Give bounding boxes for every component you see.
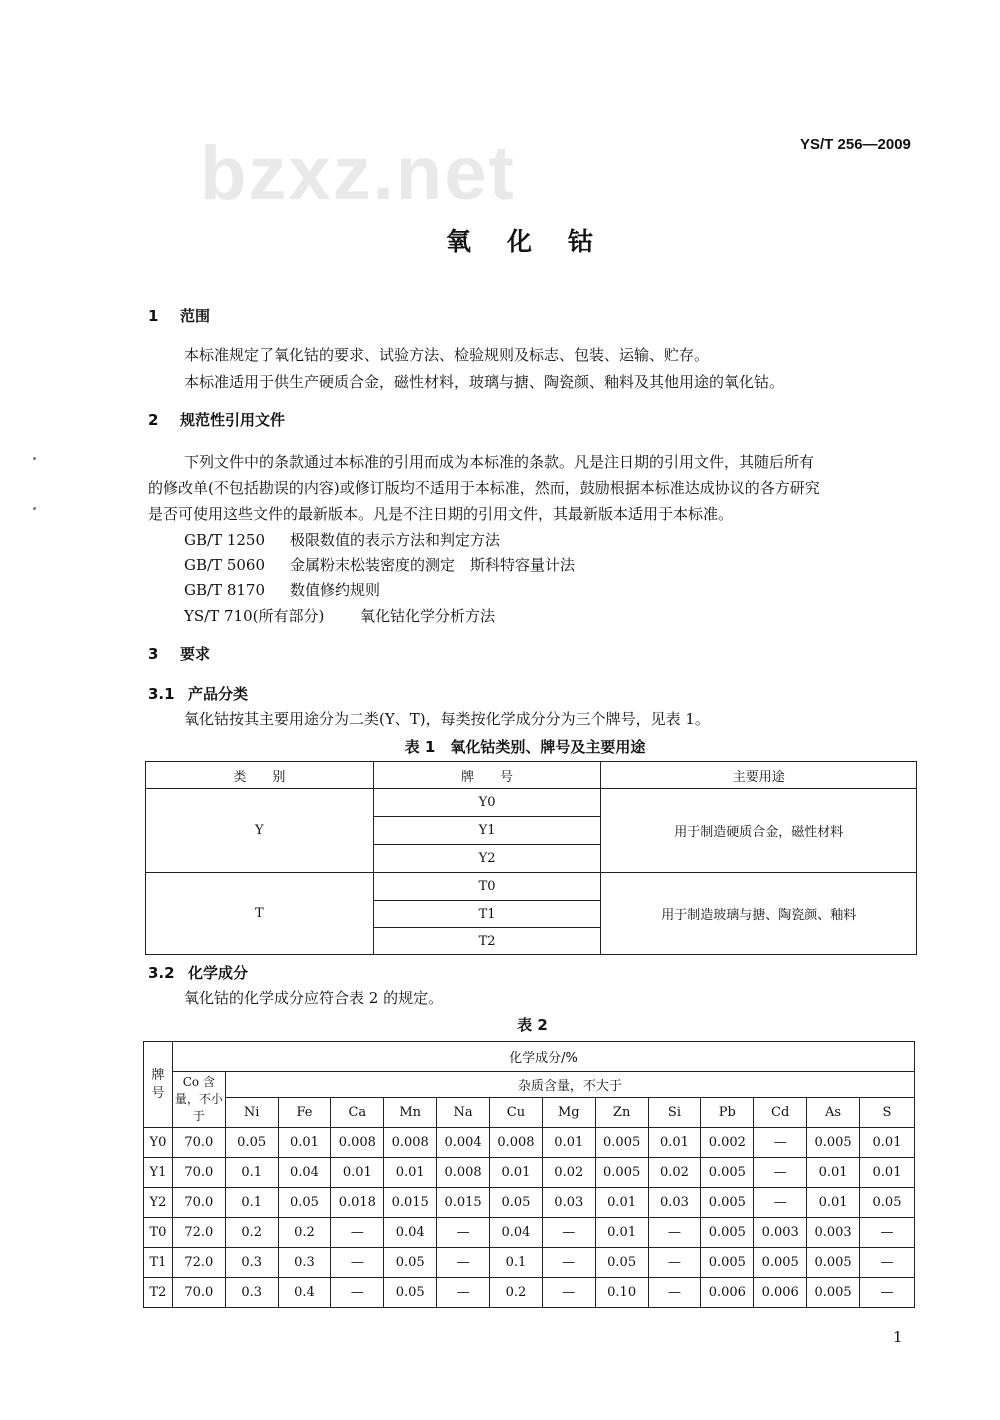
- value-cell: 0.008: [490, 1128, 543, 1158]
- table-2-caption: 表 2: [517, 1016, 548, 1034]
- table-row: [144, 1188, 915, 1218]
- element-header-cell: Fe: [278, 1098, 331, 1128]
- value-cell: —: [331, 1248, 384, 1278]
- section-number: 3.1: [148, 685, 175, 703]
- co-cell: 72.0: [172, 1248, 225, 1278]
- chemical-composition-header: 化学成分/%: [172, 1042, 914, 1072]
- value-cell: 0.3: [225, 1278, 278, 1308]
- value-cell: 0.01: [860, 1128, 915, 1158]
- element-header-cell: Si: [648, 1098, 701, 1128]
- impurity-header: 杂质含量，不大于: [225, 1072, 914, 1098]
- table-header-cell: 类 别: [146, 762, 374, 789]
- section-number: 1: [148, 307, 159, 325]
- value-cell: 0.005: [595, 1158, 648, 1188]
- value-cell: —: [648, 1218, 701, 1248]
- value-cell: 0.004: [437, 1128, 490, 1158]
- value-cell: 0.015: [384, 1188, 437, 1218]
- paragraph: 氧化钴按其主要用途分为二类(Y、T)，每类按化学成分分为三个牌号，见表 1。: [184, 710, 710, 728]
- value-cell: —: [754, 1158, 807, 1188]
- reference-name: 极限数值的表示方法和判定方法: [290, 531, 501, 549]
- value-cell: —: [331, 1278, 384, 1308]
- value-cell: 0.05: [384, 1278, 437, 1308]
- value-cell: 0.005: [595, 1128, 648, 1158]
- value-cell: —: [648, 1248, 701, 1278]
- value-cell: 0.005: [701, 1218, 754, 1248]
- value-cell: 0.3: [278, 1248, 331, 1278]
- value-cell: 0.4: [278, 1278, 331, 1308]
- standard-code: YS/T 256—2009: [800, 136, 911, 153]
- element-header-cell: Pb: [701, 1098, 754, 1128]
- paragraph-line: 的修改单(不包括勘误的内容)或修订版均不适用于本标准，然而，鼓励根据本标准达成协议的各方研究: [148, 479, 820, 497]
- value-cell: —: [437, 1278, 490, 1308]
- scan-speck: [33, 457, 36, 460]
- reference-item: [184, 529, 500, 550]
- section-title: 化学成分: [188, 964, 249, 982]
- value-cell: —: [437, 1248, 490, 1278]
- reference-name: 数值修约规则: [290, 581, 381, 599]
- value-cell: —: [542, 1218, 595, 1248]
- element-header-cell: Mg: [542, 1098, 595, 1128]
- value-cell: 0.1: [225, 1188, 278, 1218]
- value-cell: 0.01: [542, 1128, 595, 1158]
- value-cell: 0.04: [384, 1218, 437, 1248]
- value-cell: —: [331, 1218, 384, 1248]
- grade-cell: T2: [144, 1278, 173, 1308]
- section-1-heading: [148, 305, 210, 326]
- element-header-cell: Zn: [595, 1098, 648, 1128]
- grade-cell: Y0: [144, 1128, 173, 1158]
- value-cell: 0.005: [701, 1188, 754, 1218]
- value-cell: —: [860, 1248, 915, 1278]
- value-cell: 0.01: [278, 1128, 331, 1158]
- section-title: 范围: [180, 307, 211, 325]
- value-cell: 0.002: [701, 1128, 754, 1158]
- table-header-cell: 主要用途: [601, 762, 917, 789]
- section-number: 2: [148, 411, 159, 429]
- value-cell: —: [648, 1278, 701, 1308]
- paragraph-line: 是否可使用这些文件的最新版本。凡是不注日期的引用文件，其最新版本适用于本标准。: [148, 505, 734, 523]
- watermark: bzxz.net: [200, 131, 516, 216]
- category-cell: T: [146, 873, 374, 955]
- section-number: 3.2: [148, 964, 175, 982]
- value-cell: 0.003: [807, 1218, 860, 1248]
- value-cell: 0.03: [648, 1188, 701, 1218]
- reference-name: 氧化钴化学分析方法: [360, 607, 496, 625]
- co-content-header: Co 含量，不小于: [172, 1072, 225, 1128]
- value-cell: 0.008: [437, 1158, 490, 1188]
- section-title: 规范性引用文件: [180, 411, 286, 429]
- grade-cell: Y2: [373, 845, 601, 873]
- value-cell: 0.018: [331, 1188, 384, 1218]
- reference-code: YS/T 710(所有部分): [184, 607, 325, 625]
- value-cell: 0.01: [595, 1188, 648, 1218]
- reference-code: GB/T 5060: [184, 556, 266, 574]
- reference-code: GB/T 8170: [184, 581, 266, 599]
- grade-cell: Y2: [144, 1188, 173, 1218]
- table-1-caption: 表 1 氧化钴类别、牌号及主要用途: [404, 738, 646, 756]
- value-cell: 0.008: [384, 1128, 437, 1158]
- element-header-cell: Cu: [490, 1098, 543, 1128]
- value-cell: 0.01: [648, 1128, 701, 1158]
- table-header-cell: 牌 号: [373, 762, 601, 789]
- value-cell: 0.05: [490, 1188, 543, 1218]
- reference-item: [184, 554, 575, 575]
- table-row: [144, 1128, 915, 1158]
- value-cell: 0.2: [278, 1218, 331, 1248]
- section-3-heading: [148, 643, 210, 664]
- value-cell: 0.01: [807, 1158, 860, 1188]
- element-header-cell: S: [860, 1098, 915, 1128]
- table-row: [144, 1248, 915, 1278]
- value-cell: 0.05: [278, 1188, 331, 1218]
- value-cell: 0.01: [384, 1158, 437, 1188]
- table-1: [145, 761, 917, 955]
- value-cell: —: [542, 1278, 595, 1308]
- grade-cell: Y0: [373, 789, 601, 817]
- element-header-cell: Ni: [225, 1098, 278, 1128]
- co-cell: 72.0: [172, 1218, 225, 1248]
- grade-cell: T0: [373, 873, 601, 901]
- use-cell: 用于制造硬质合金，磁性材料: [601, 789, 917, 873]
- value-cell: 0.006: [754, 1278, 807, 1308]
- value-cell: 0.005: [807, 1278, 860, 1308]
- value-cell: 0.05: [860, 1188, 915, 1218]
- table-row: [144, 1158, 915, 1188]
- value-cell: —: [860, 1278, 915, 1308]
- value-cell: 0.03: [542, 1188, 595, 1218]
- reference-item: [184, 579, 380, 600]
- grade-cell: T1: [373, 901, 601, 928]
- value-cell: 0.10: [595, 1278, 648, 1308]
- grade-cell: T1: [144, 1248, 173, 1278]
- value-cell: 0.04: [490, 1218, 543, 1248]
- section-number: 3: [148, 645, 159, 663]
- grade-cell: T0: [144, 1218, 173, 1248]
- co-cell: 70.0: [172, 1278, 225, 1308]
- value-cell: 0.05: [225, 1128, 278, 1158]
- grade-cell: Y1: [373, 817, 601, 845]
- category-cell: Y: [146, 789, 374, 873]
- value-cell: 0.01: [807, 1188, 860, 1218]
- reference-code: GB/T 1250: [184, 531, 266, 549]
- section-2-heading: [148, 409, 285, 430]
- element-header-cell: Ca: [331, 1098, 384, 1128]
- value-cell: 0.05: [384, 1248, 437, 1278]
- value-cell: 0.006: [701, 1278, 754, 1308]
- table-row: [144, 1218, 915, 1248]
- value-cell: 0.005: [807, 1248, 860, 1278]
- value-cell: 0.2: [490, 1278, 543, 1308]
- value-cell: 0.05: [595, 1248, 648, 1278]
- value-cell: —: [860, 1218, 915, 1248]
- paragraph: 氧化钴的化学成分应符合表 2 的规定。: [184, 989, 444, 1007]
- value-cell: 0.005: [807, 1128, 860, 1158]
- value-cell: 0.01: [595, 1218, 648, 1248]
- value-cell: 0.1: [225, 1158, 278, 1188]
- co-cell: 70.0: [172, 1158, 225, 1188]
- value-cell: 0.003: [754, 1218, 807, 1248]
- value-cell: 0.005: [754, 1248, 807, 1278]
- value-cell: —: [754, 1188, 807, 1218]
- document-title: 氧化钴: [445, 227, 629, 256]
- value-cell: 0.02: [648, 1158, 701, 1188]
- paragraph: 本标准规定了氧化钴的要求、试验方法、检验规则及标志、包装、运输、贮存。: [184, 346, 710, 364]
- element-header-cell: Cd: [754, 1098, 807, 1128]
- value-cell: 0.015: [437, 1188, 490, 1218]
- value-cell: 0.04: [278, 1158, 331, 1188]
- value-cell: 0.3: [225, 1248, 278, 1278]
- value-cell: 0.01: [331, 1158, 384, 1188]
- grade-header: 牌号: [144, 1042, 173, 1128]
- grade-cell: T2: [373, 928, 601, 955]
- scan-speck: [33, 507, 36, 510]
- value-cell: —: [754, 1128, 807, 1158]
- section-title: 产品分类: [188, 685, 249, 703]
- reference-item: [184, 605, 495, 626]
- paragraph: 本标准适用于供生产硬质合金，磁性材料，玻璃与搪、陶瓷颜、釉料及其他用途的氧化钴。: [184, 373, 785, 391]
- element-header-cell: Mn: [384, 1098, 437, 1128]
- use-cell: 用于制造玻璃与搪、陶瓷颜、釉料: [601, 873, 917, 955]
- element-header-cell: Na: [437, 1098, 490, 1128]
- section-title: 要求: [180, 645, 211, 663]
- value-cell: —: [542, 1248, 595, 1278]
- co-cell: 70.0: [172, 1188, 225, 1218]
- value-cell: 0.1: [490, 1248, 543, 1278]
- value-cell: 0.01: [860, 1158, 915, 1188]
- reference-name: 金属粉末松装密度的测定 斯科特容量计法: [290, 556, 576, 574]
- section-3-2-heading: [148, 962, 248, 983]
- co-cell: 70.0: [172, 1128, 225, 1158]
- value-cell: 0.01: [490, 1158, 543, 1188]
- table-row: [144, 1278, 915, 1308]
- section-3-1-heading: [148, 683, 248, 704]
- element-header-cell: As: [807, 1098, 860, 1128]
- value-cell: 0.005: [701, 1158, 754, 1188]
- table-2: [143, 1041, 915, 1308]
- grade-cell: Y1: [144, 1158, 173, 1188]
- paragraph-line: 下列文件中的条款通过本标准的引用而成为本标准的条款。凡是注日期的引用文件，其随后所有: [184, 453, 815, 471]
- value-cell: 0.2: [225, 1218, 278, 1248]
- value-cell: 0.008: [331, 1128, 384, 1158]
- value-cell: —: [437, 1218, 490, 1248]
- value-cell: 0.02: [542, 1158, 595, 1188]
- page-number: 1: [893, 1328, 903, 1346]
- value-cell: 0.005: [701, 1248, 754, 1278]
